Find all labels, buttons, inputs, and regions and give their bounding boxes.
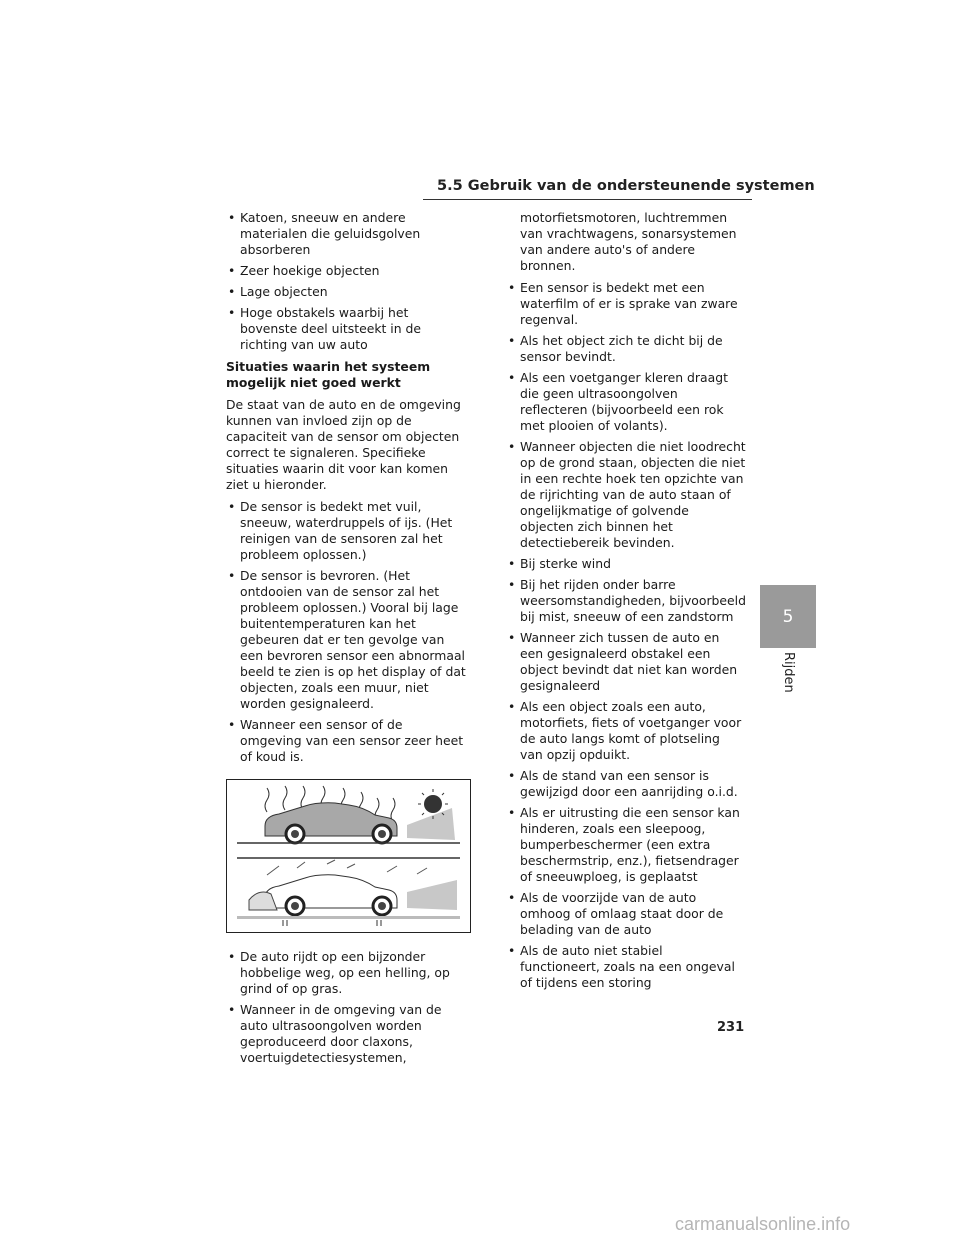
list-item: • De sensor is bevroren. (Het ontdooien van de sensor zal het probleem oplossen.) Vooral bij lage buitentemperaturen kan het gebeuren dat er ten gevolge van een bevroren sensor een abnormaal beeld te zien is op het display of dat objecten, zoals een muur, niet worden gesignaleerd. <box>226 568 466 712</box>
list-item: • Zeer hoekige objecten <box>226 263 466 279</box>
section-title: 5.5 Gebruik van de ondersteunende systemen <box>437 178 815 194</box>
list-item: • Als het object zich te dicht bij de sensor bevindt. <box>506 333 746 365</box>
list-item: • Bij het rijden onder barre weersomstandigheden, bijvoorbeeld bij mist, sneeuw of een zandstorm <box>506 577 746 625</box>
header-rule <box>423 199 752 200</box>
list-item: • Als de voorzijde van de auto omhoog of omlaag staat door de belading van de auto <box>506 890 746 938</box>
hot-weather-scene <box>237 786 460 843</box>
list-item: • Wanneer zich tussen de auto en een gesignaleerd obstakel een object bevindt dat niet kan worden gesignaleerd <box>506 630 746 694</box>
bullet-list-1 <box>226 210 466 353</box>
left-column <box>226 210 466 1072</box>
chapter-label-container <box>760 652 816 712</box>
list-item: • Katoen, sneeuw en andere materialen die geluidsgolven absorberen <box>226 210 466 258</box>
page-number: 231 <box>717 1020 745 1035</box>
list-item: • Als de stand van een sensor is gewijzigd door een aanrijding o.i.d. <box>506 768 746 800</box>
illustration-svg <box>227 780 470 932</box>
bullet-list-3 <box>226 949 466 1066</box>
list-item: • Hoge obstakels waarbij het bovenste deel uitsteekt in de richting van uw auto <box>226 305 466 353</box>
list-item: • Lage objecten <box>226 284 466 300</box>
list-item: • Wanneer een sensor of de omgeving van een sensor zeer heet of koud is. <box>226 717 466 765</box>
list-item: • Als een object zoals een auto, motorfiets, fiets of voetganger voor de auto langs komt of plotseling van opzij opduikt. <box>506 699 746 763</box>
bullet-list-2 <box>226 499 466 765</box>
list-item: • Als er uitrusting die een sensor kan hinderen, zoals een sleepoog, bumperbeschermer (een extra beschermstrip, enz.), fietsendrager of sneeuwploeg, is geplaatst <box>506 805 746 885</box>
list-item: • Als de auto niet stabiel functioneert, zoals na een ongeval of tijdens een storing <box>506 943 746 991</box>
intro-paragraph: De staat van de auto en de omgeving kunnen van invloed zijn op de capaciteit van de sensor om objecten correct te signaleren. Specifieke situaties waarin dit voor kan komen ziet u hieronder. <box>226 397 461 492</box>
list-item: • Als een voetganger kleren draagt die geen ultrasoongolven reflecteren (bijvoorbeeld een rok met plooien of volants). <box>506 370 746 434</box>
list-item: • Wanneer in de omgeving van de auto ultrasoongolven worden geproduceerd door claxons, voertuigdetectiesystemen, <box>226 1002 466 1066</box>
right-column <box>506 210 746 997</box>
sun-icon <box>424 795 442 813</box>
watermark: carmanualsonline.info <box>675 1214 851 1234</box>
list-item: • De auto rijdt op een bijzonder hobbelige weg, op een helling, op grind of op gras. <box>226 949 466 997</box>
list-item: • Wanneer objecten die niet loodrecht op de grond staan, objecten die niet in een rechte hoek ten opzichte van de rijrichting van de auto staan of ongelijkmatige of golvende objecten zich binnen het detectiebereik bevinden. <box>506 439 746 551</box>
chapter-tab <box>760 585 816 648</box>
list-item: • Een sensor is bedekt met een waterfilm of er is sprake van zware regenval. <box>506 280 746 328</box>
bullet-list-right <box>506 280 746 991</box>
chapter-label: Rijden <box>781 652 796 693</box>
continued-paragraph: motorfietsmotoren, luchtremmen van vrachtwagens, sonarsystemen van andere auto's of andere bronnen. <box>520 210 737 273</box>
sensor-conditions-illustration <box>226 779 471 933</box>
chapter-number: 5 <box>782 606 794 627</box>
list-item: • Bij sterke wind <box>506 556 746 572</box>
list-item: • De sensor is bedekt met vuil, sneeuw, waterdruppels of ijs. (Het reinigen van de sensoren zal het probleem oplossen.) <box>226 499 466 563</box>
section-heading: Situaties waarin het systeem mogelijk niet goed werkt <box>226 359 431 390</box>
snow-scene <box>237 858 460 926</box>
